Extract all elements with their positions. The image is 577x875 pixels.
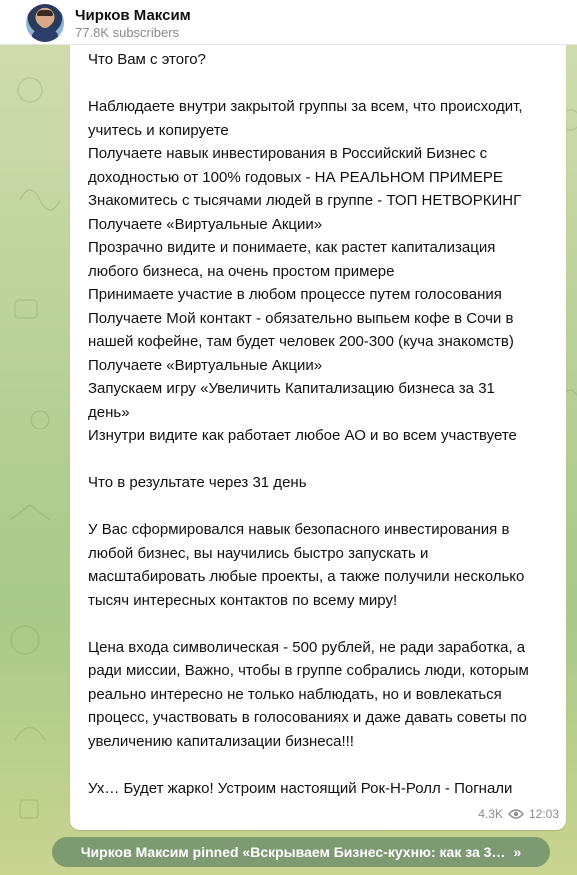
message-meta <box>478 807 559 821</box>
chevron-right-icon: » <box>513 844 522 860</box>
pinned-message-notice[interactable] <box>52 837 550 867</box>
subscriber-count: 77.8K subscribers <box>75 25 180 40</box>
views-count: 4.3K <box>478 807 503 821</box>
avatar[interactable] <box>26 4 64 42</box>
chat-header[interactable] <box>0 0 577 45</box>
channel-name[interactable]: Чирков Максим <box>75 7 191 24</box>
message-text: Что Вам с этого? Наблюдаете внутри закрытой группы за всем, что происходит, учитесь и копируете Получаете навык инвестирования в Российский Бизнес с доходностью от 100% годовых - НА РЕАЛЬНОМ ПРИМЕРЕ Знакомитесь с тысячами людей в группе - ТОП НЕТВОРКИНГ Получаете «Виртуальные Акции» Прозрачно видите и понимаете, как растет капитализация любого бизнеса, на очень простом примере Принимаете участие в любом процессе путем голосования Получаете Мой контакт - обязательно выпьем кофе в Сочи в нашей кофейне, там будет человек 200-300 (куча знакомств) Получаете «Виртуальные Акции» Запускаем игру «Увеличить Капитализацию бизнеса за 31 день» Изнутри видите как работает любое АО и во всем участвуете Что в результате через 31 день У Вас сформировался навык безопасного инвестирования в любой бизнес, вы научились быстро запускать и масштабировать любые проекты, а также получили несколько тысяч интересных контактов по всему миру! Цена входа символическая - 500 рублей, не ради заработка, а ради миссии, Важно, чтобы в группе собрались люди, которым реально интересно не только наблюдать, но и вовлекаться процесс, участвовать в голосованиях и даже давать советы по увеличению капитализации бизнеса!!! Ух… Будет жарко! Устроим настоящий Рок-Н-Ролл - Погнали <box>88 51 529 797</box>
eye-icon <box>508 809 524 819</box>
pinned-message-text: Чирков Максим pinned «Вскрываем Бизнес-кухню: как за 3… <box>80 844 506 860</box>
message-time: 12:03 <box>528 807 559 821</box>
